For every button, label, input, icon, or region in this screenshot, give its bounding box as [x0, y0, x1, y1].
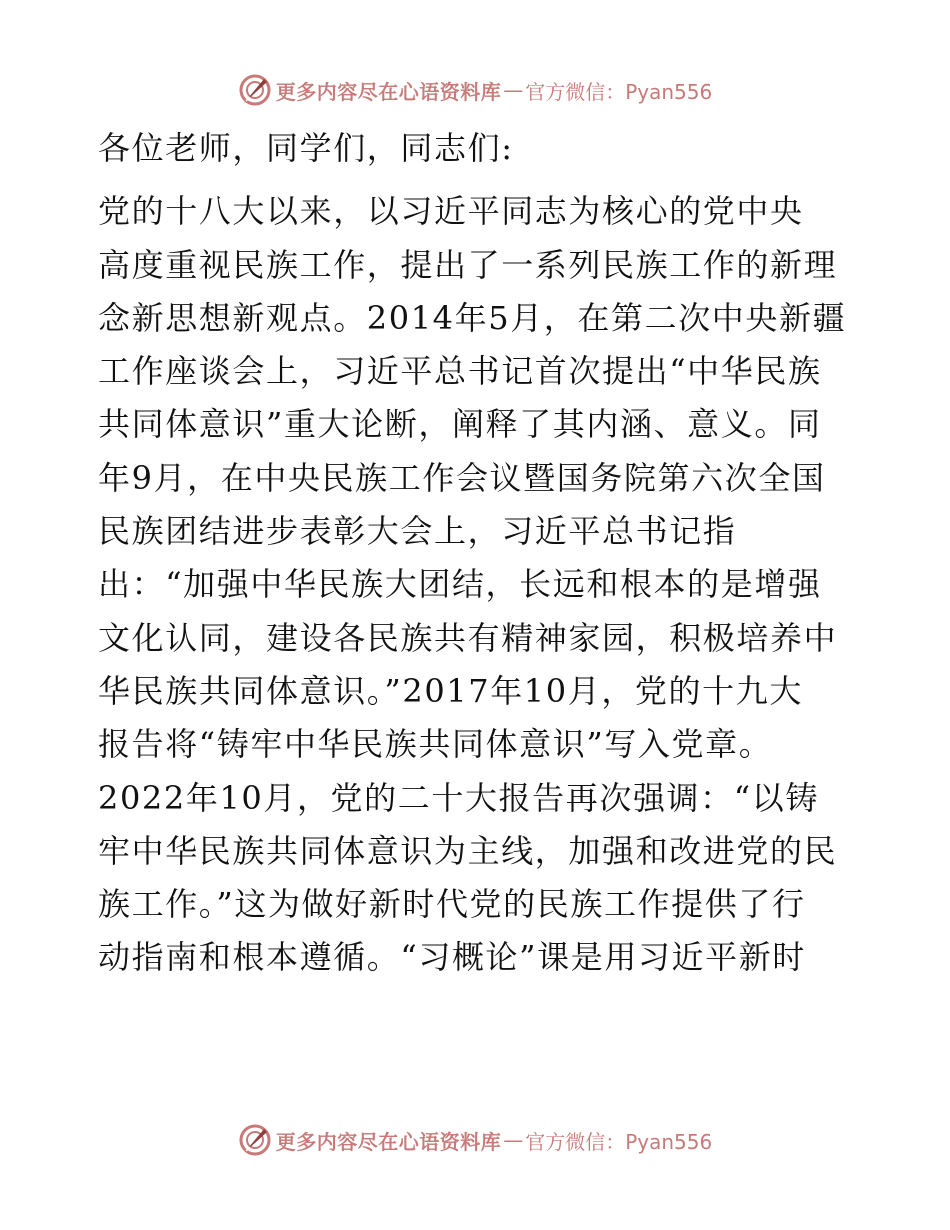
watermark-separator: —	[503, 1128, 524, 1152]
document-body	[98, 122, 858, 985]
watermark-wechat-text: 官方微信：Pyan556	[525, 79, 713, 104]
text-line: 工作座谈会上，习近平总书记首次提出“中华民族	[98, 352, 822, 391]
text-line: 报告将“铸牢中华民族共同体意识”写入党章。	[98, 725, 773, 764]
quill-logo-icon	[238, 1123, 272, 1157]
text-line: 文化认同，建设各民族共有精神家园，积极培养中	[98, 618, 838, 657]
text-line: 高度重视民族工作，提出了一系列民族工作的新理	[98, 245, 838, 284]
text-line: 族工作。”这为做好新时代党的民族工作提供了行	[98, 885, 806, 924]
watermark-wechat-text: 官方微信：Pyan556	[525, 1129, 713, 1154]
text-line: 牢中华民族共同体意识为主线，加强和改进党的民	[98, 831, 838, 870]
watermark-library-text: 更多内容尽在心语资料库	[275, 1129, 502, 1154]
salutation-line: 各位老师，同学们，同志们:	[98, 129, 514, 167]
watermark-library-text: 更多内容尽在心语资料库	[275, 79, 502, 104]
footer-watermark	[0, 1122, 950, 1158]
watermark-separator: —	[503, 78, 524, 102]
quill-logo-icon	[238, 73, 272, 107]
text-line: 党的十八大以来，以习近平同志为核心的党中央	[98, 192, 804, 231]
text-line: 年9月，在中央民族工作会议暨国务院第六次全国	[98, 458, 826, 497]
text-line: 出：“加强中华民族大团结，长远和根本的是增强	[98, 565, 822, 604]
text-line: 2022年10月，党的二十大报告再次强调：“以铸	[98, 778, 819, 817]
text-line: 共同体意识”重大论断，阐释了其内涵、意义。同	[98, 405, 822, 444]
header-watermark	[0, 72, 950, 108]
text-line: 动指南和根本遵循。“习概论”课是用习近平新时	[98, 938, 806, 977]
text-line: 华民族共同体意识。”2017年10月，党的十九大	[98, 671, 803, 710]
text-line: 念新思想新观点。2014年5月，在第二次中央新疆	[98, 298, 847, 337]
text-line: 民族团结进步表彰大会上，习近平总书记指	[98, 512, 737, 551]
